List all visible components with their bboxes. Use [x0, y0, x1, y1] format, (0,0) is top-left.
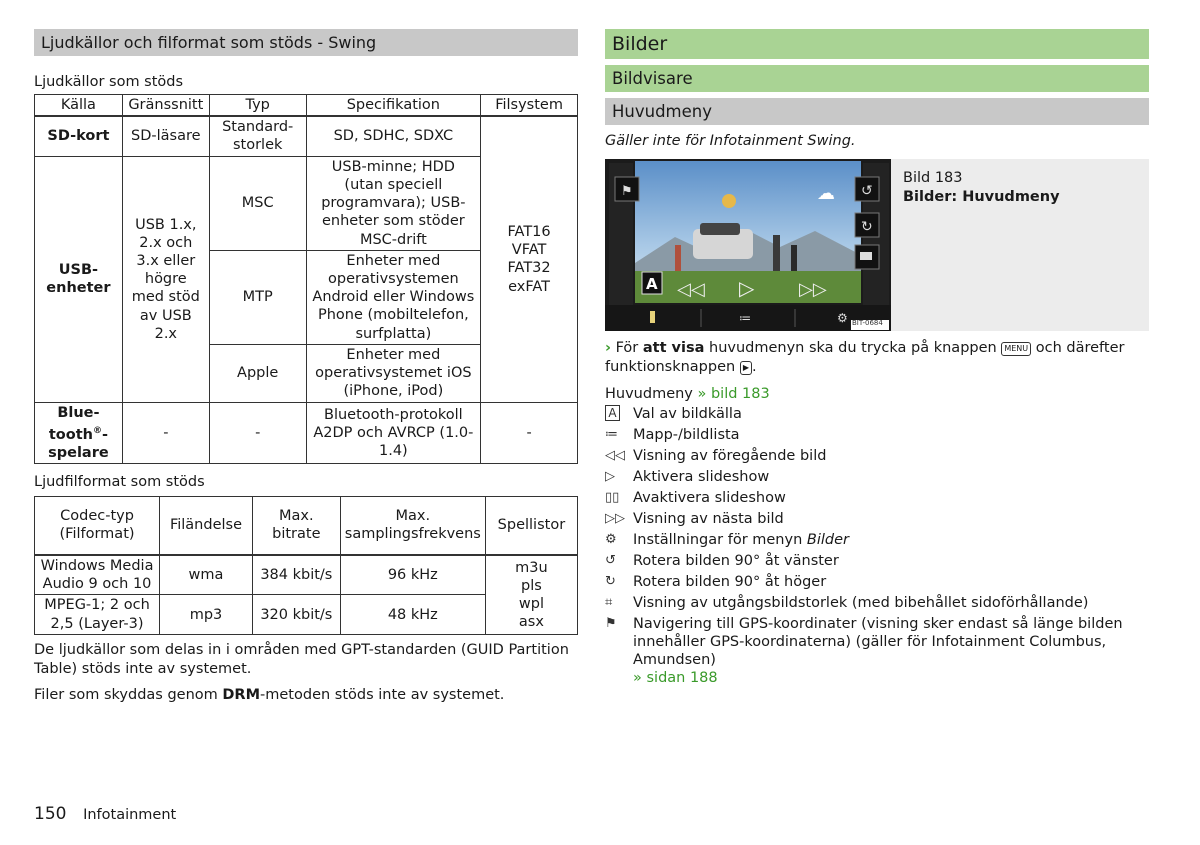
fmt-header-codec: Codec-typ (Filformat) — [35, 497, 160, 555]
mtp-spec: Enheter med operativsystemen Android eller Windows Phone (mobiltelefon, surfplatta) — [306, 250, 481, 344]
bt-filesystem: - — [481, 402, 578, 463]
gpt-note: De ljudkällor som delas in i områden med GPT-standarden (GUID Partition Table) stöds inte av systemet. — [34, 642, 569, 677]
list-item: ▷ Aktivera slideshow — [605, 469, 770, 485]
bt-source: Blue- tooth®- spelare — [35, 402, 123, 463]
settings-icon: ⚙ — [605, 532, 617, 547]
col-header-interface: Gränssnitt — [122, 95, 209, 117]
gps-flag-icon: ⚑ — [605, 616, 617, 631]
infotainment-screen — [605, 159, 891, 331]
apple-type: Apple — [209, 344, 306, 402]
table-cell: 48 kHz — [340, 595, 485, 635]
col-header-source: Källa — [35, 95, 123, 117]
list-item: ▷▷ Visning av nästa bild — [605, 511, 784, 527]
usb-source: USB-enheter — [35, 156, 123, 402]
legend-heading: Huvudmeny » bild 183 — [605, 386, 770, 402]
fmt-header-playlists: Spellistor — [485, 497, 577, 555]
play-icon: ▷ — [605, 469, 615, 484]
section-title: Ljudkällor och filformat som stöds - Swing — [34, 29, 578, 56]
sd-type: Standard-storlek — [209, 116, 306, 156]
svg-text:▷: ▷ — [739, 276, 755, 300]
list-item: ◁◁ Visning av föregående bild — [605, 448, 827, 464]
bt-spec: Bluetooth-protokoll A2DP och AVRCP (1.0-1.4) — [306, 402, 481, 463]
sd-source: SD-kort — [35, 116, 123, 156]
rotate-left-icon: ↺ — [605, 553, 616, 568]
list-item: ≔ Mapp-/bildlista — [605, 427, 740, 443]
legend-ref-link[interactable]: » bild 183 — [697, 386, 770, 402]
list-item: ⌗ Visning av utgångsbildstorlek (med bibehållet sidoförhållande) — [605, 595, 1089, 611]
screen-illustration — [605, 159, 891, 331]
svg-text:⚙: ⚙ — [837, 311, 848, 325]
table-cell: mp3 — [160, 595, 253, 635]
msc-type: MSC — [209, 156, 306, 250]
svg-text:A: A — [646, 275, 658, 293]
svg-text:☁: ☁ — [817, 183, 835, 204]
mtp-type: MTP — [209, 250, 306, 344]
list-item: ⚑ Navigering till GPS-koordinater (visning sker endast så länge bilden innehåller GPS-koordinaterna) (gäller för Infotainment Columbus, Amundsen) » sidan 188 — [605, 616, 1123, 686]
bt-type: - — [209, 402, 306, 463]
figure-code: BIT-0684 — [852, 319, 883, 327]
sd-spec: SD, SDHC, SDXC — [306, 116, 481, 156]
page-number: 150 — [34, 804, 67, 824]
previous-icon: ◁◁ — [605, 448, 625, 463]
svg-text:≔: ≔ — [739, 311, 751, 325]
svg-text:⚑: ⚑ — [621, 184, 633, 199]
play-key-icon: ▶ — [740, 361, 752, 375]
footer-section: Infotainment — [83, 807, 177, 823]
figure-label: Bild 183 — [903, 170, 963, 186]
source-a-icon: A — [605, 405, 633, 423]
apple-spec: Enheter med operativsystemet iOS (iPhone, iPod) — [306, 344, 481, 402]
col-header-spec: Specifikation — [306, 95, 481, 117]
playlists-cell: m3u pls wpl asx — [485, 555, 577, 635]
drm-note: Filer som skyddas genom DRM-metoden stöds inte av systemet. — [34, 687, 505, 704]
arrow-icon: › — [605, 340, 611, 356]
formats-table — [34, 496, 578, 635]
table-cell: MPEG-1; 2 och 2,5 (Layer-3) — [35, 595, 160, 635]
page-footer — [34, 804, 176, 824]
list-item: ⚙ Inställningar för menyn Bilder — [605, 532, 849, 548]
figure-title: Bilder: Huvudmeny — [903, 189, 1060, 205]
fmt-header-samplerate: Max. samplingsfrekvens — [340, 497, 485, 555]
figure — [605, 159, 1149, 331]
sd-interface: SD-läsare — [122, 116, 209, 156]
svg-text:▷▷: ▷▷ — [799, 279, 827, 300]
usb-interface: USB 1.x, 2.x och 3.x eller högre med stöd av USB 2.x — [122, 156, 209, 402]
list-item: A Val av bildkälla — [605, 405, 1149, 423]
svg-text:↻: ↻ — [861, 219, 873, 235]
col-header-type: Typ — [209, 95, 306, 117]
sources-table — [34, 94, 578, 464]
list-item: ↻ Rotera bilden 90° åt höger — [605, 574, 827, 590]
svg-text:◁◁: ◁◁ — [677, 279, 705, 300]
bt-interface: - — [122, 402, 209, 463]
pause-icon: ▯▯ — [605, 490, 620, 505]
rotate-right-icon: ↻ — [605, 574, 616, 589]
list-item: ↺ Rotera bilden 90° åt vänster — [605, 553, 839, 569]
legend-list — [605, 405, 1149, 687]
section-heading: Bildvisare — [605, 65, 1149, 92]
table-cell: 96 kHz — [340, 555, 485, 595]
table-cell: 320 kbit/s — [252, 595, 340, 635]
table-cell: Windows Media Audio 9 och 10 — [35, 555, 160, 595]
left-column — [34, 29, 578, 705]
fmt-header-bitrate: Max. bitrate — [252, 497, 340, 555]
applicability-note: Gäller inte för Infotainment Swing. — [605, 133, 856, 149]
filesystem-cell: FAT16 VFAT FAT32 exFAT — [481, 116, 578, 402]
table-cell: wma — [160, 555, 253, 595]
menu-key-icon: MENU — [1001, 342, 1031, 356]
formats-heading: Ljudfilformat som stöds — [34, 474, 205, 491]
msc-spec: USB-minne; HDD (utan speciell programvara); USB-enheter som stöder MSC-drift — [306, 156, 481, 250]
fmt-header-ext: Filändelse — [160, 497, 253, 555]
subsection-heading: Huvudmeny — [605, 98, 1149, 125]
instruction: › För att visa huvudmenyn ska du trycka på knappen MENU och därefter funktionsknappen ▶ . — [605, 340, 1125, 375]
right-column — [605, 29, 1149, 690]
page-ref-link[interactable]: » sidan 188 — [633, 670, 718, 686]
sources-heading: Ljudkällor som stöds — [34, 74, 184, 90]
original-size-icon: ⌗ — [605, 595, 613, 610]
svg-text:↺: ↺ — [861, 183, 873, 199]
list-item: ▯▯ Avaktivera slideshow — [605, 490, 786, 506]
list-icon: ≔ — [605, 427, 618, 442]
figure-caption — [903, 169, 1060, 207]
chapter-title: Bilder — [605, 29, 1149, 59]
table-cell: 384 kbit/s — [252, 555, 340, 595]
next-icon: ▷▷ — [605, 511, 625, 526]
col-header-filesystem: Filsystem — [481, 95, 578, 117]
